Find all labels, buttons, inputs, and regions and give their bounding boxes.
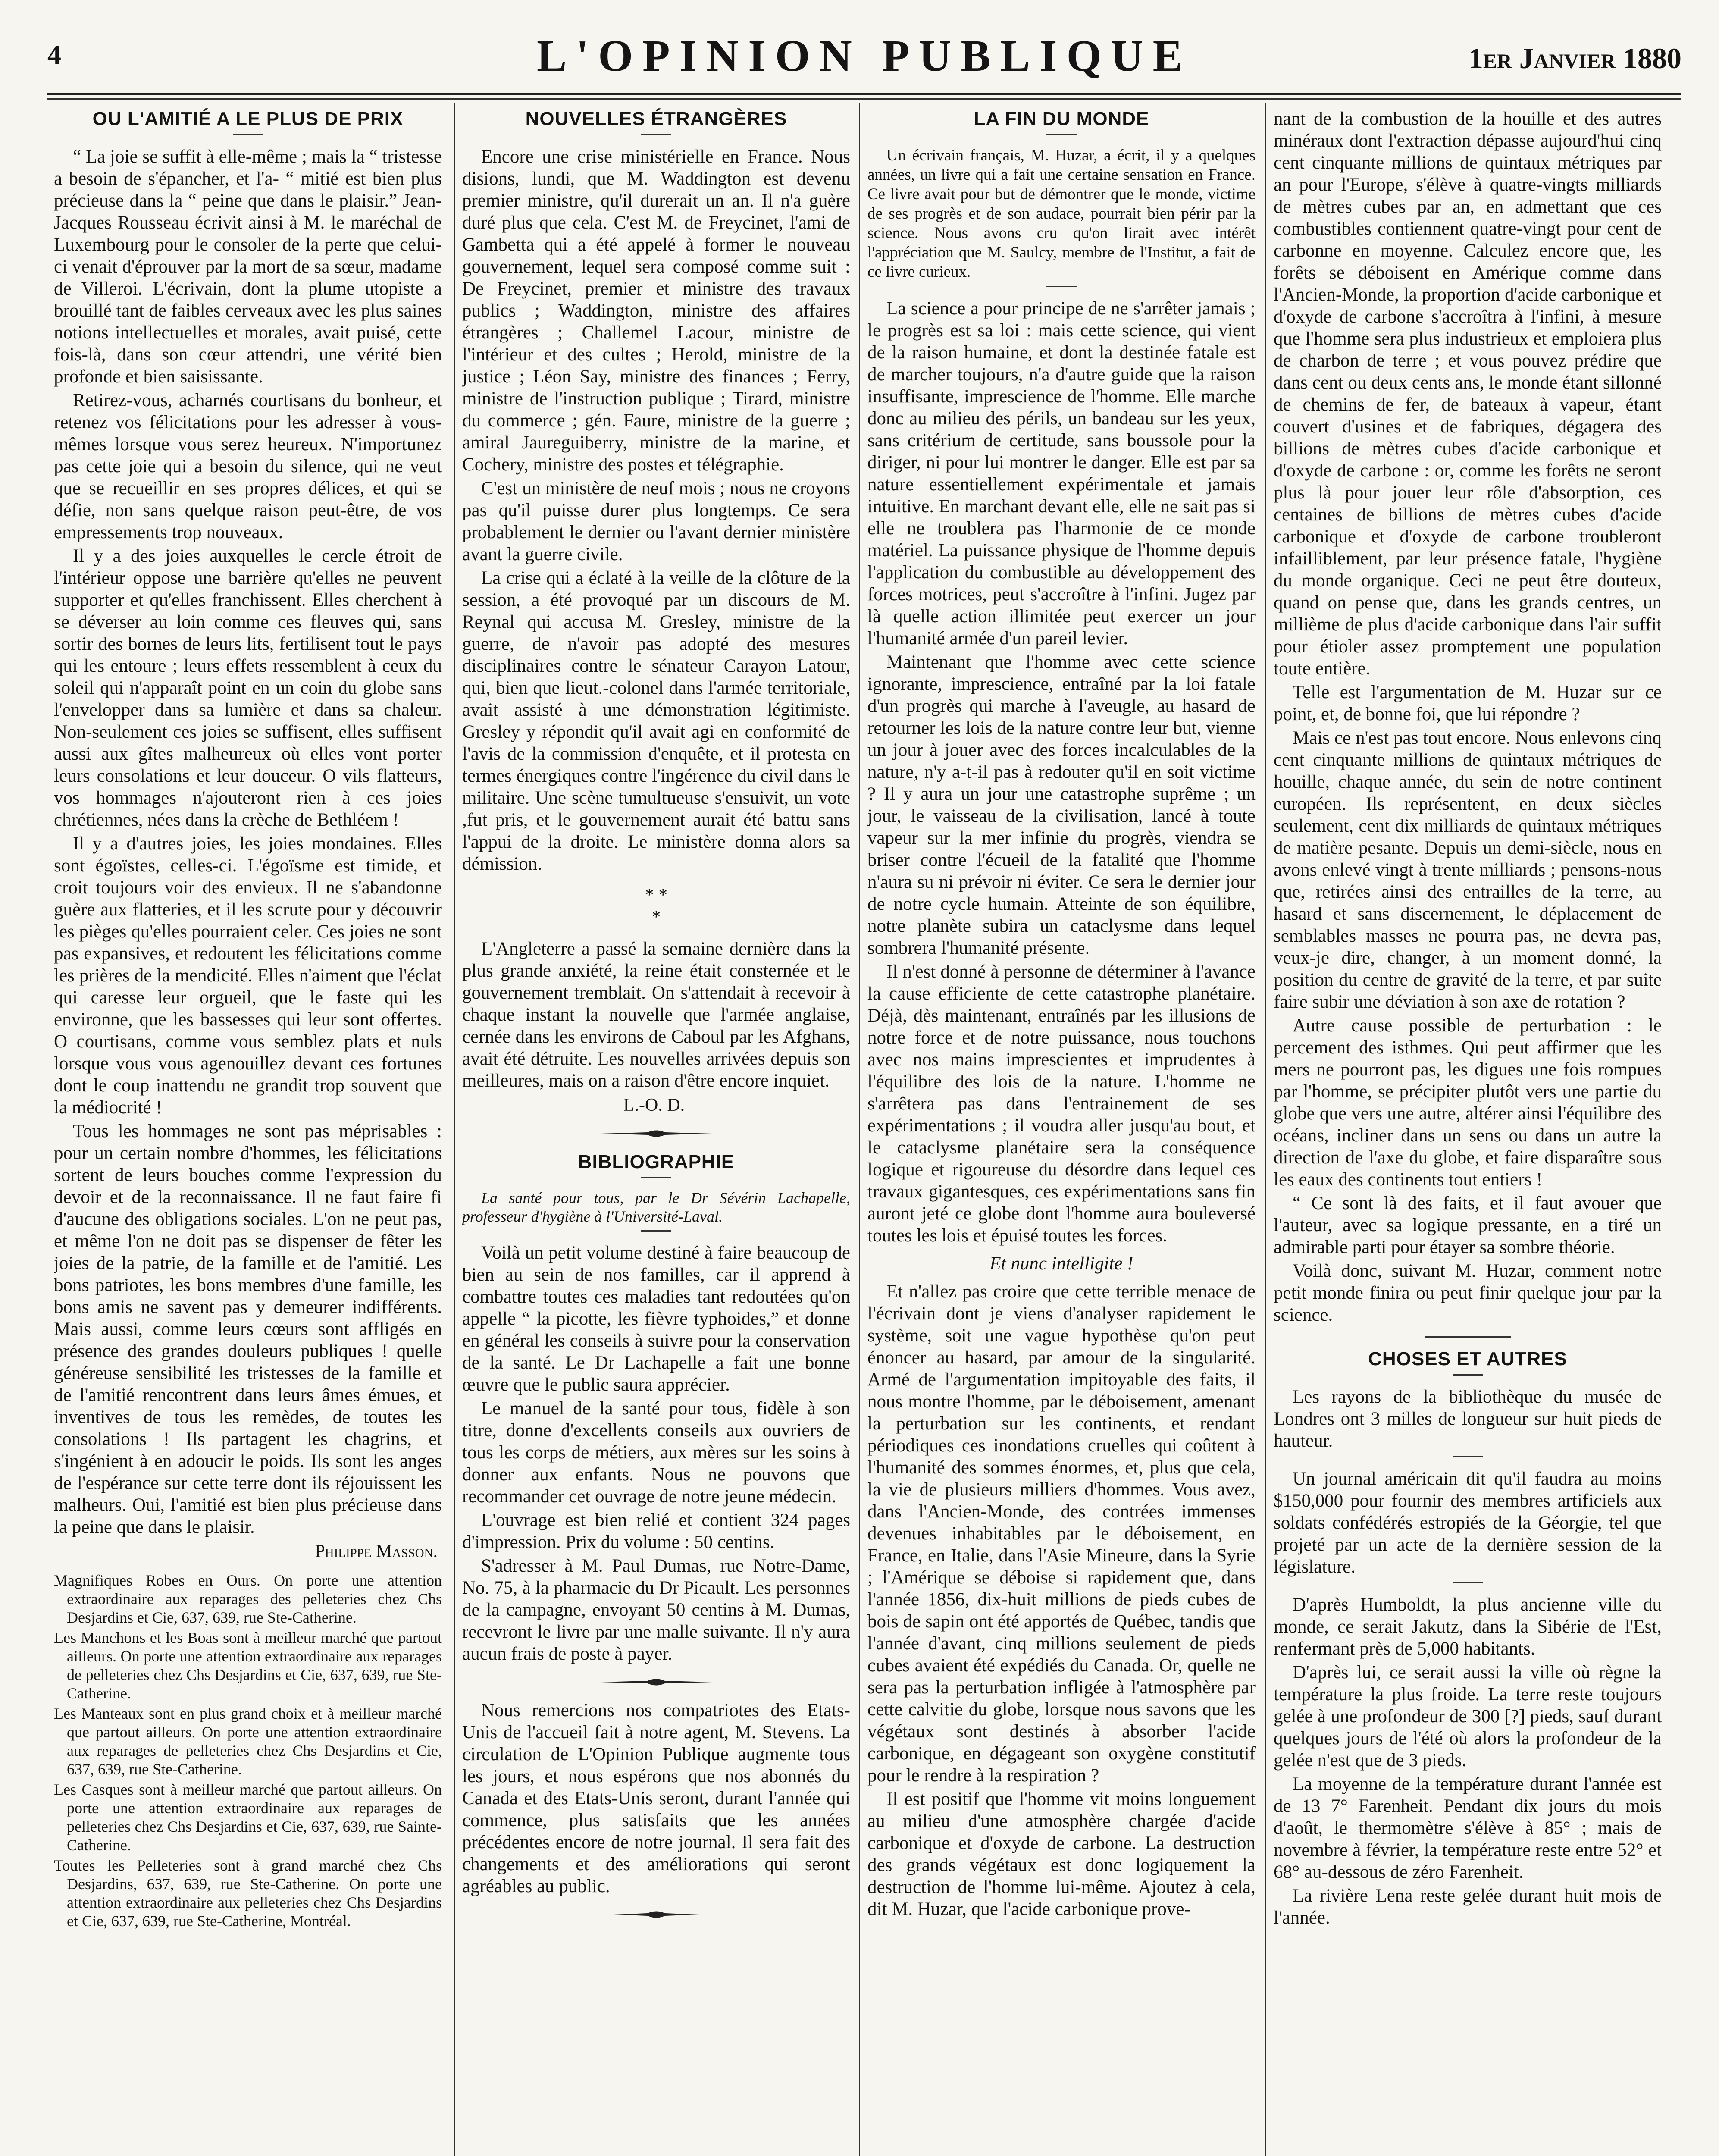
advertisement: Les Manchons et les Boas sont à meilleur marché que partout ailleurs. On porte une attention extraordinaire aux reparages de pelleteries chez Chs Desjardins et Cie, 637, 639, rue Ste-Catherine. (54, 1629, 442, 1702)
paragraph: “ Ce sont là des faits, et il faut avouer que l'auteur, avec sa logique pressante, en a tiré un admirable parti pour étayer sa sombre théorie. (1274, 1193, 1662, 1257)
paragraph: Et n'allez pas croire que cette terrible menace de l'écrivain dont je viens d'analyser rapidement le système, soit une vague hypothèse qu'on peut énoncer au hasard, par amour de la singularité. Armé de l'argumentation impitoyable des faits, il nous montre l'homme, par le déboisement, amenant la perturbation sur les continents, et rendant périodiques ces inondations cruelles qui coûtent à l'humanité des sommes énormes, et, plus que cela, la vie de plusieurs milliers d'hommes. Vous avez, dans l'Ancien-Monde, des contrées immenses devenues inhabitables par le déboisement, en France, en Italie, dans l'Asie Mineure, dans la Syrie ; l'Amérique se déboise si rapidement que, dans l'année 1856, dix-huit millions de pieds cubes de bois de sapin ont été apportés de Québec, tandis que l'année d'avant, cinq millions seulement de pieds cubes avaient été expédiés du Canada. Or, quelle ne sera pas la perturbation infligée à l'atmosphère par cette calvitie du globe, lorsque nous savons que les végétaux sont destinés à absorber l'acide carbonique, en dégageant son oxygène constitutif pour le rendre à la respiration ? (867, 1282, 1256, 1786)
paragraph: Voilà un petit volume destiné à faire beaucoup de bien au sein de nos familles, car il apprend à combattre toutes ces maladies tant redoutées qu'on appelle “ la picotte, les fièvre typhoides,” et donne en général les conseils à suivre pour la conservation de la santé. Le Dr Lachapelle a fait une bonne œuvre que le public saura apprécier. (462, 1243, 850, 1395)
advertisement: Toutes les Pelleteries sont à grand marché chez Chs Desjardins, 637, 639, rue Ste-Catherine. On porte une attention extraordinaire aux pelleteries chez Chs Desjardins et Cie, 637, 639, rue Ste-Catherine, Montréal. (54, 1857, 442, 1930)
paragraph: S'adresser à M. Paul Dumas, rue Notre-Dame, No. 75, à la pharmacie du Dr Picault. Les personnes de la campagne, envoyant 50 centins à M. Dumas, recevront le livre par une malle suivante. Il n'y aura aucun frais de poste à payer. (462, 1556, 850, 1664)
paragraph: “ La joie se suffit à elle-même ; mais la “ tristesse a besoin de s'épancher, et l'a- “ mitié est bien plus précieuse dans la “ peine que dans le plaisir.” Jean-Jacques Rousseau écrivit ainsi à M. le maréchal de Luxembourg pour le consoler de la perte que celui-ci venait d'éprouver par la mort de sa sœur, madame de Villeroi. L'écrivain, dont la plume utopiste a brouillé tant de faibles cerveaux avec les plus saines notions intellectuelles et morales, avait puisé, cette fois-là, dans son cœur attendri, une vérité bien profonde et bien saisissante. (54, 147, 442, 387)
column-3 (867, 108, 1256, 2156)
author-signature: Philippe Masson. (315, 1542, 438, 1561)
paragraph: Voilà donc, suivant M. Huzar, comment notre petit monde finira ou peut finir quelque jour par la science. (1274, 1261, 1662, 1325)
news-item: La rivière Lena reste gelée durant huit mois de l'année. (1274, 1886, 1662, 1928)
book-reference: La santé pour tous, par le Dr Sévérin Lachapelle, professeur d'hygiène à l'Université-Laval. (462, 1189, 850, 1225)
heading-dash (641, 1177, 671, 1178)
heading-dash (641, 134, 671, 135)
ornament-divider (462, 1678, 850, 1686)
paragraph: nant de la combustion de la houille et des autres minéraux dont l'extraction dépasse aujourd'hui cinq cent cinquante millions de quintaux métriques par an pour l'Europe, s'élève à quatre-vingts milliards de mètres cubes par an, en admettant que ces combustibles contiennent quatre-vingt pour cent de carbonne en moyenne. Calculez encore que, les forêts se déboisent en Amérique comme dans l'Ancien-Monde, la proportion d'acide carbonique et d'oxyde de carbone s'accroîtra à l'infini, à mesure que l'homme sera plus industrieux et emploiera plus de charbon de terre ; et vous pouvez prédire que dans cent ou deux cents ans, le monde étant sillonné de chemins de fer, de bateaux à vapeur, étant couvert d'usines et de fabriques, dégagera des billions de mètres cubes d'acide carbonique et d'oxyde de carbone : or, comme les forêts ne seront plus là pour jouer leur rôle d'absorption, ces centaines de billions de mètres cubes d'acide carbonique et d'oxyde de carbone troubleront infailliblement, par leur présence fatale, l'hygiène du monde organique. Ceci ne peut être douteux, quand on pense que, dans les grands centres, un millième de plus d'acide carbonique dans l'air suffit pour étioler assez promptement une population toute entière. (1274, 109, 1662, 679)
article-heading: OU L'AMITIÉ A LE PLUS DE PRIX (92, 108, 404, 129)
paragraph: La crise qui a éclaté à la veille de la clôture de la session, a été provoqué par un discours de M. Reynal qui accusa M. Gresley, ministre de la guerre, de n'avoir pas adopté des mesures disciplinaires contre le sénateur Carayon Latour, qui, bien que lieut.-colonel dans l'armée territoriale, avait assisté à une démonstration légitimiste. Gresley y répondit qu'il avait agi en conformité de l'avis de la commission d'enquête, et il protesta en termes énergiques contre l'ingérence du civil dans le militaire. Une scène tumultueuse s'ensuivit, un vote ,fut pris, et le gouvernement aurait été battu sans l'appui de la droite. Le ministère donna alors sa démission. (462, 568, 850, 874)
article-intro: Un écrivain français, M. Huzar, a écrit, il y a quelques années, un livre qui a fait une certaine sensation en France. Ce livre avait pour but de démontrer que le monde, victime de ses progrès et de son audace, pourrait bien périr par la science. Nous avons cru qu'on lirait avec intérêt l'appréciation que M. Saulcy, membre de l'Institut, a fait de ce livre curieux. (867, 147, 1256, 281)
paragraph: Tous les hommages ne sont pas méprisables : pour un certain nombre d'hommes, les félicitations sortent de leurs bouches comme l'expression du devoir et de la reconnaissance. Il ne faut faire fi d'aucune des obligations sociales. L'on ne peut pas, et même l'on ne doit pas se dispenser de fêter les joies de la patrie, de la famille et de l'amitié. Les bons patriotes, les bons membres d'une famille, les bons amis ne savent pas y demeurer indifférents. Mais aussi, comme leurs cœurs sont affligés en présence des grandes douleurs publiques ! quelle généreuse sensibilité les tristesses de la famille et de l'amitié rencontrent dans leurs âmes émues, et inventives de tous les remèdes, de toutes les consolations ! Ils partagent les chagrins, et s'ingénient à en adoucir le poids. Ils sont les anges de l'espérance sur cette terre dont ils réjouissent les malheurs. Oui, l'amitié est bien plus précieuse dans la peine que dans le plaisir. (54, 1121, 442, 1537)
ornament-divider (462, 1129, 850, 1138)
news-item: D'après Humboldt, la plus ancienne ville du monde, ce serait Jakutz, dans la Sibérie de l'Est, renfermant près de 5,000 habitants. (1274, 1595, 1662, 1659)
paragraph: Autre cause possible de perturbation : le percement des isthmes. Qui peut affirmer que les mers ne pourront pas, les digues une fois rompues par l'homme, se précipiter plutôt vers une partie du globe que vers une autre, altérer ainsi l'équilibre des océans, incliner dans un sens ou dans un autre la direction de l'axe du globe, et faire disparaître sous les eaux des continents tout entiers ! (1274, 1015, 1662, 1190)
page-number: 4 (47, 39, 61, 70)
masthead-rule-thin (47, 98, 1681, 100)
news-item: Les rayons de la bibliothèque du musée de Londres ont 3 milles de longueur sur huit pieds de hauteur. (1274, 1387, 1662, 1451)
heading-dash (641, 1230, 671, 1232)
news-item: La moyenne de la température durant l'année est de 13 7° Farenheit. Pendant dix jours du mois d'août, le thermomètre s'élève à 85° ; mais de novembre à février, la température reste entre 52° et 68° au-dessous de zéro Farenheit. (1274, 1774, 1662, 1882)
advertisement: Les Casques sont à meilleur marché que partout ailleurs. On porte une attention extraordinaire aux reparages de pelleteries chez Chs Desjardins et Cie, 637, 639, rue Sainte-Catherine. (54, 1781, 442, 1854)
column-2 (462, 108, 850, 2156)
subheading: Et nunc intelligite ! (989, 1253, 1133, 1274)
masthead (47, 26, 1681, 91)
news-item: D'après lui, ce serait aussi la ville où règne la température la plus froide. La terre reste toujours gelée à une profondeur de 300 [?] pieds, sauf durant quelques jours de l'été où alors la profondeur de la gelée n'est que de 3 pieds. (1274, 1662, 1662, 1771)
paragraph: L'Angleterre a passé la semaine dernière dans la plus grande anxiété, la reine était consternée et le gouvernement tremblait. On s'attendait à recevoir à chaque instant la nouvelle que l'armée anglaise, cernée dans les environs de Caboul par les Afghans, avait été détruite. Les nouvelles arrivées depuis son meilleures, mais on a raison d'être encore inquiet. (462, 939, 850, 1091)
column-4 (1274, 108, 1662, 2156)
paragraph: Retirez-vous, acharnés courtisans du bonheur, et retenez vos félicitations pour les adresser à vous-mêmes lorsque vous serez heureux. N'importunez pas cette joie qui a besoin du silence, qui ne veut que se recueillir en ses propres délices, et qui se défie, non sans quelque raison peut-être, de vos empressements trop nouveaux. (54, 390, 442, 542)
paragraph: Nous remercions nos compatriotes des Etats-Unis de l'accueil fait à notre agent, M. Stevens. La circulation de L'Opinion Publique augmente tous les jours, et nous espérons que nos abonnés du Canada et des Etats-Unis seront, durant l'année qui commence, plus satisfaits que les années précédentes encore de notre journal. Il sera fait des changements et des améliorations qui seront agréables au public. (462, 1700, 850, 1896)
advertisements (54, 1571, 442, 1930)
heading-dash (1046, 286, 1077, 287)
paragraph: Maintenant que l'homme avec cette science ignorante, imprescience, entraîné par la loi fatale d'un progrès qui marche à l'aveugle, au hasard de retourner les lois de la nature contre leur but, vienne un jour à jouer avec des forces incalculables de la nature, n'y a-t-il pas à redouter qu'il en soit victime ? Il y aura un jour une catastrophe suprême ; un jour, le vaisseau de la civilisation, lancé à toute vapeur sur la mer infinie du progrès, viendra se briser contre l'écueil de la fatalité que l'homme n'aura su ni prévoir ni éviter. Ce sera le dernier jour de notre cycle humain. Atteinte de son équilibre, notre planète subira un cataclysme dans lequel sombrera l'humanité présente. (867, 652, 1256, 958)
paragraph: Il y a des joies auxquelles le cercle étroit de l'intérieur oppose une barrière qu'elles ne peuvent supporter et qu'elles franchissent. Elles cherchent à se déverser au loin comme ces fleuves qui, sans sortir des bornes de leurs lits, fertilisent tout le pays qui les entoure ; leurs effets ressemblent à ceux du soleil qui n'apparaît point en un coin du globe sans l'envelopper dans sa lumière et dans sa chaleur. Non-seulement ces joies se suffisent, elles suffisent aussi aux gîtes malheureux où elles vont porter leurs consolations et leur douceur. O vils flatteurs, vos hommages n'ajouteront rien à ces joies chrétiennes, nées dans la crèche de Bethléem ! (54, 546, 442, 830)
newspaper-title: L'OPINION PUBLIQUE (537, 31, 1192, 81)
section-heading: BIBLIOGRAPHIE (578, 1151, 735, 1172)
column-divider (454, 103, 455, 2156)
heading-dash (1046, 134, 1077, 135)
paragraph: La science a pour principe de ne s'arrêter jamais ; le progrès est sa loi : mais cette science, qui vient de la raison humaine, et dont la destinée fatale est de marcher toujours, n'a d'autre guide que la raison insuffisante, imprescience de l'homme. Elle marche donc au milieu des périls, un bandeau sur les yeux, sans critérium de certitude, sans boussole pour la diriger, ni pour lui montrer le danger. Elle est par sa nature essentiellement expérimentale et jamais intuitive. En marchant devant elle, elle ne sait pas si elle ne troublera pas l'harmonie de ce monde matériel. La puissance physique de l'homme depuis l'application du combustible au développement des forces motrices, peut s'accroître à l'infini. Jugez par là quelle action illimitée peut exercer un jour l'humanité armée d'un pareil levier. (867, 298, 1256, 649)
paragraph: Telle est l'argumentation de M. Huzar sur ce point, et, de bonne foi, que lui répondre ? (1274, 682, 1662, 724)
news-item: Un journal américain dit qu'il faudra au moins $150,000 pour fournir des membres artificiels aux soldats confédérés estropiés de la Géorgie, tel que projeté par un acte de la dernière session de la législature. (1274, 1469, 1662, 1577)
paragraph: Encore une crise ministérielle en France. Nous disions, lundi, que M. Waddington est devenu premier ministre, qu'il durerait un an. Il n'a guère duré plus que cela. C'est M. de Freycinet, l'ami de Gambetta qui a été appelé à former le nouveau gouvernement, lequel sera composé comme suit : De Freycinet, premier et ministre des travaux publics ; Waddington, ministre des affaires étrangères ; Challemel Lacour, ministre de l'intérieur et des cultes ; Herold, ministre de la justice ; Léon Say, ministre des finances ; Ferry, ministre de l'instruction publique ; Tirard, ministre du commerce ; gén. Faure, ministre de la guerre ; amiral Jaureguiberry, ministre de la marine, et Cochery, ministre des postes et télégraphie. (462, 147, 850, 475)
section-heading: CHOSES ET AUTRES (1368, 1348, 1567, 1369)
article-heading: LA FIN DU MONDE (974, 108, 1149, 129)
column-divider (1265, 103, 1266, 2156)
paragraph: Mais ce n'est pas tout encore. Nous enlevons cinq cent cinquante millions de quintaux métriques de houille, chaque année, du sein de notre continent européen. Ils représentent, en deux siècles seulement, cent dix milliards de quintaux métriques de matière pesante. Depuis un demi-siècle, nous en avons enlevé vingt à trente milliards ; pensons-nous que, retirées ainsi des entrailles de la terre, au hasard et sans discernement, le déplacement de semblables masses ne pourra pas, ne devra pas, veux-je dire, changer, à un moment donné, la position du centre de gravité de la terre, et par suite faire subir une déviation à son axe de rotation ? (1274, 728, 1662, 1012)
column-1 (54, 108, 442, 2156)
item-dash (1453, 1456, 1483, 1457)
paragraph: C'est un ministère de neuf mois ; nous ne croyons pas qu'il puisse durer plus longtemps. Ce sera probablement le dernier ou l'avant dernier ministère avant la guerre civile. (462, 478, 850, 564)
ornament-divider (462, 1910, 850, 1919)
section-rule (1425, 1336, 1511, 1338)
section-break-stars: * * * (645, 885, 668, 927)
masthead-rule (47, 93, 1681, 95)
advertisement: Magnifiques Robes en Ours. On porte une attention extraordinaire aux reparages des pelleteries chez Chs Desjardins et Cie, 637, 639, rue Ste-Catherine. (54, 1572, 442, 1626)
advertisement: Les Manteaux sont en plus grand choix et à meilleur marché que partout ailleurs. On porte une attention extraordinaire aux reparages de pelleteries chez Chs Desjardins et Cie, 637, 639, rue Ste-Catherine. (54, 1705, 442, 1778)
paragraph: L'ouvrage est bien relié et contient 324 pages d'impression. Prix du volume : 50 centins. (462, 1510, 850, 1552)
heading-dash (1453, 1374, 1483, 1376)
issue-date: 1er Janvier 1880 (1468, 42, 1681, 75)
item-dash (1453, 1582, 1483, 1583)
author-signature: L.-O. D. (623, 1095, 685, 1115)
section-heading: NOUVELLES ÉTRANGÈRES (525, 108, 787, 129)
paragraph: Il n'est donné à personne de déterminer à l'avance la cause efficiente de cette catastrophe planétaire. Déjà, dès maintenant, entraînés par les illusions de notre force et de notre puissance, nous touchons avec nos mains imprescientes et imprudentes à l'équilibre des lois de la nature. L'homme ne s'arrêtera pas dans l'entrainement de ses expérimentations ; il voudra aller jusqu'au bout, et le cataclysme planétaire sera la conséquence logique et rigoureuse du désordre dans lequel ces travaux gigantesques, ces expérimentations sans fin auront jeté ce globe dont l'homme aura bouleversé toutes les lois et épuisé toutes les forces. (867, 962, 1256, 1246)
paragraph: Il y a d'autres joies, les joies mondaines. Elles sont égoïstes, celles-ci. L'égoïsme est timide, et croit toujours voir des envieux. Il ne s'abandonne guère aux flatteries, et il les scrute pour y découvrir les pièges qu'elles pourraient celer. Ces joies ne sont pas expansives, et redoutent les félicitations comme les prières de la mendicité. Elles n'aiment que l'éclat qui caresse leur orgueil, que le faste qui les environne, que les bassesses qui leur sont offertes. O courtisans, comme vous semblez plats et nuls lorsque vous vous agenouillez devant ces fortunes dont le coup inattendu ne grandit trop souvent que la médiocrité ! (54, 834, 442, 1118)
column-divider (859, 103, 860, 2156)
paragraph: Il est positif que l'homme vit moins longuement au milieu d'une atmosphère chargée d'acide carbonique et d'oxyde de carbone. La destruction des grands végétaux est donc logiquement la destruction de l'homme lui-même. Ajoutez à cela, dit M. Huzar, que l'acide carbonique prove- (867, 1789, 1256, 1919)
heading-dash (233, 134, 263, 135)
paragraph: Le manuel de la santé pour tous, fidèle à son titre, donne d'excellents conseils aux ouvriers de tous les corps de métiers, aux mères sur les soins à donner aux enfants. Nous ne pouvons que recommander cet ouvrage de notre jeune médecin. (462, 1398, 850, 1507)
